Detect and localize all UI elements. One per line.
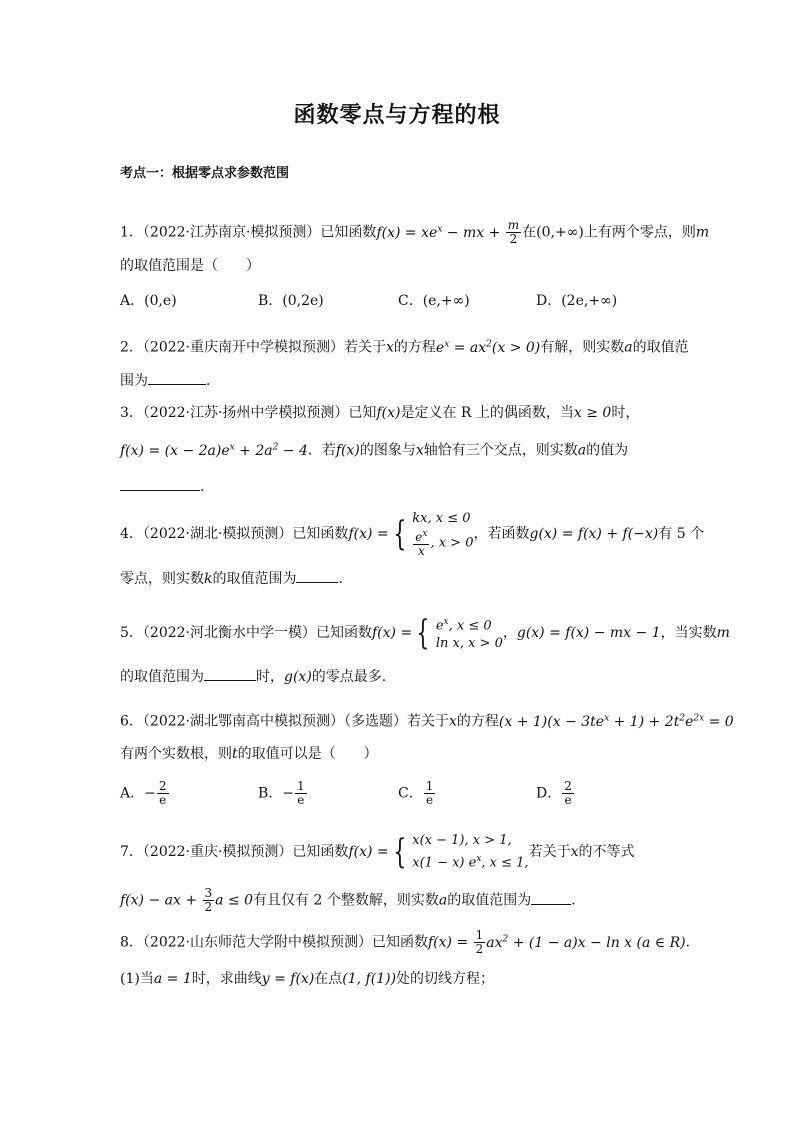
q6-option-a: A．− $\frac{2}{e}$ bbox=[120, 779, 167, 807]
q1-interval: (0,+∞) bbox=[536, 224, 584, 241]
q2-answer-blank bbox=[148, 370, 206, 385]
q4-piecewise: f(x) = { kx, x ≤ 0 $\frac{e^x}{x}$ , x > 0 bbox=[348, 511, 474, 558]
q4-answer-blank bbox=[296, 568, 338, 583]
q7-piecewise: f(x) = { x(x − 1), x > 1, x(1 − x) $e^x$, x ≤ 1, bbox=[348, 832, 529, 873]
q1-option-d: D．(2e,+∞) bbox=[536, 293, 618, 309]
question-6-line-2: 有两个实数根，则t的取值可以是（ ） bbox=[120, 746, 378, 762]
q2-formula: $e^x = ax^2(x > 0)$ bbox=[435, 339, 541, 356]
q1-option-b: B．(0,2e) bbox=[258, 293, 324, 309]
q6-option-d: D． $\frac{2}{e}$ bbox=[536, 779, 572, 807]
question-3-line-2: $f(x) = (x - 2a)e^x + 2a^2 - 4$．若f(x)的图象与x轴恰有三个交点，则实数a的值为 bbox=[120, 442, 629, 459]
question-1-line-1: 1．（2022·江苏南京·模拟预测）已知函数$f(x) = xe^x$ − mx + $\frac{m}{2}$ 在(0,+∞)上有两个零点，则m bbox=[120, 218, 710, 247]
q1-option-a: A．(0,e) bbox=[120, 293, 177, 309]
question-4-line-1: 4．（2022·湖北·模拟预测）已知函数 f(x) = { kx, x ≤ 0 $\frac{e^x}{x}$ , x > 0 ，若函数g(x) = f(x) + f(−x)有 5 个 bbox=[120, 511, 705, 558]
q1-fraction: $\frac{m}{2}$ bbox=[507, 218, 520, 247]
q3-formula: $f(x) = (x - 2a)e^x + 2a^2 - 4$ bbox=[120, 442, 308, 459]
q5-piecewise: f(x) = { $e^x$, x ≤ 0 ln x, x > 0 bbox=[372, 613, 503, 654]
q1-formula: $f(x) = xe^x$ − mx + bbox=[376, 224, 505, 241]
question-5-line-1: 5．（2022·河北衡水中学一模）已知函数 f(x) = { $e^x$, x ≤ 0 ln x, x > 0 ，g(x) = f(x) − mx − 1，当实数m bbox=[120, 613, 730, 654]
q5-answer-blank bbox=[204, 666, 256, 681]
question-2-line-2: 围为 ． bbox=[120, 370, 220, 391]
q6-option-b: B．− $\frac{1}{e}$ bbox=[258, 779, 305, 807]
q6-formula: $(x + 1)(x - 3te^x + 1) + 2t^2e^{2x} = 0$ bbox=[498, 713, 734, 730]
question-8-line-1: 8．（2022·山东师范大学附中模拟预测）已知函数f(x) = $\frac{1}{2}$ $ax^2 + (1 - a)x - \ln x$ (a ∈ R)． bbox=[120, 928, 700, 957]
question-1-line-2: 的取值范围是（ ） bbox=[120, 258, 260, 274]
question-3-line-1: 3．（2022·江苏·扬州中学模拟预测）已知f(x)是定义在 R 上的偶函数，当x ≥ 0时， bbox=[120, 405, 640, 421]
section-heading: 考点一：根据零点求参数范围 bbox=[120, 166, 290, 181]
q7-answer-blank bbox=[531, 890, 571, 905]
question-5-line-2: 的取值范围为 时，g(x)的零点最多. bbox=[120, 666, 386, 687]
question-6-line-1: 6．（2022·湖北鄂南高中模拟预测）（多选题）若关于x的方程$(x + 1)(x - 3te^x + 1) + 2t^2e^{2x} = 0$ bbox=[120, 713, 734, 730]
q8-formula: $ax^2 + (1 - a)x - \ln x$ (a ∈ R) bbox=[486, 934, 686, 951]
question-3-line-3: . bbox=[120, 476, 204, 497]
question-4-line-2: 零点，则实数k的取值范围为 ． bbox=[120, 568, 352, 589]
q1-option-c: C．(e,+∞) bbox=[398, 293, 470, 309]
question-7-line-1: 7．（2022·重庆·模拟预测）已知函数 f(x) = { x(x − 1), x > 1, x(1 − x) $e^x$, x ≤ 1, 若关于x的不等式 bbox=[120, 832, 635, 873]
q3-answer-blank bbox=[120, 476, 200, 491]
question-8-subquestion-1: (1)当a = 1时，求曲线y = f(x)在点(1, f(1))处的切线方程； bbox=[120, 971, 495, 987]
q1-stem: 1．（2022·江苏南京·模拟预测）已知函数 bbox=[120, 224, 377, 241]
q6-option-c: C． $\frac{1}{e}$ bbox=[398, 779, 434, 807]
question-7-line-2: f(x) − ax + $\frac{3}{2}$ a ≤ 0有且仅有 2 个整数解，则实数a的取值范围为 . bbox=[120, 886, 576, 914]
question-2-line-1: 2．（2022·重庆南开中学模拟预测）若关于x的方程$e^x = ax^2(x > 0)$有解，则实数a的取值范 bbox=[120, 339, 689, 356]
page-title: 函数零点与方程的根 bbox=[293, 102, 501, 128]
